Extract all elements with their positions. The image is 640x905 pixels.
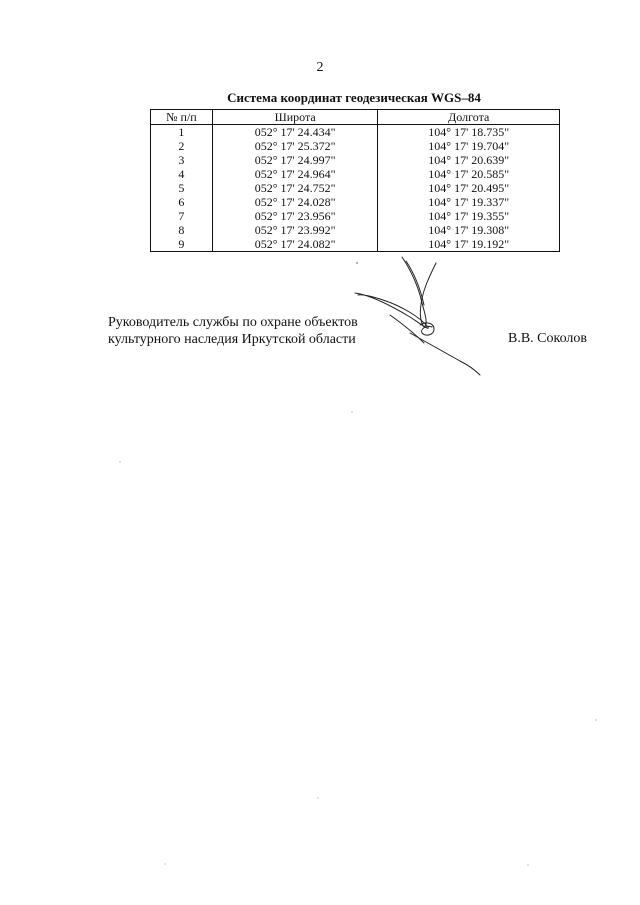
longitude-cell: 104° 17' 18.735"	[378, 125, 560, 140]
latitude-cell: 052° 17' 24.082"	[212, 237, 378, 252]
header-number: № п/п	[151, 110, 213, 125]
row-number: 7	[151, 209, 213, 223]
row-number: 1	[151, 125, 213, 140]
longitude-cell: 104° 17' 20.495"	[378, 181, 560, 195]
page-number: 2	[316, 60, 324, 75]
header-longitude: Долгота	[378, 110, 560, 125]
longitude-cell: 104° 17' 19.337"	[378, 195, 560, 209]
longitude-cell: 104° 17' 20.639"	[378, 153, 560, 167]
longitude-cell: 104° 17' 19.704"	[378, 139, 560, 153]
row-number: 6	[151, 195, 213, 209]
latitude-cell: 052° 17' 24.997"	[212, 153, 378, 167]
longitude-cell: 104° 17' 19.355"	[378, 209, 560, 223]
latitude-cell: 052° 17' 23.956"	[212, 209, 378, 223]
latitude-cell: 052° 17' 24.434"	[212, 125, 378, 140]
header-latitude: Широта	[212, 110, 378, 125]
row-number: 5	[151, 181, 213, 195]
row-number: 4	[151, 167, 213, 181]
row-number: 8	[151, 223, 213, 237]
position-line-2: культурного наследия Иркутской области	[108, 332, 356, 347]
longitude-cell: 104° 17' 20.585"	[378, 167, 560, 181]
row-number: 9	[151, 237, 213, 252]
latitude-cell: 052° 17' 23.992"	[212, 223, 378, 237]
row-number: 2	[151, 139, 213, 153]
table-title: Система координат геодезическая WGS–84	[227, 90, 481, 105]
latitude-cell: 052° 17' 24.028"	[212, 195, 378, 209]
row-number: 3	[151, 153, 213, 167]
longitude-cell: 104° 17' 19.308"	[378, 223, 560, 237]
position-line-1: Руководитель службы по охране объектов	[108, 315, 358, 330]
signatory-name: В.В. Соколов	[508, 331, 588, 346]
longitude-cell: 104° 17' 19.192"	[378, 237, 560, 252]
latitude-cell: 052° 17' 24.752"	[212, 181, 378, 195]
latitude-cell: 052° 17' 25.372"	[212, 139, 378, 153]
latitude-cell: 052° 17' 24.964"	[212, 167, 378, 181]
